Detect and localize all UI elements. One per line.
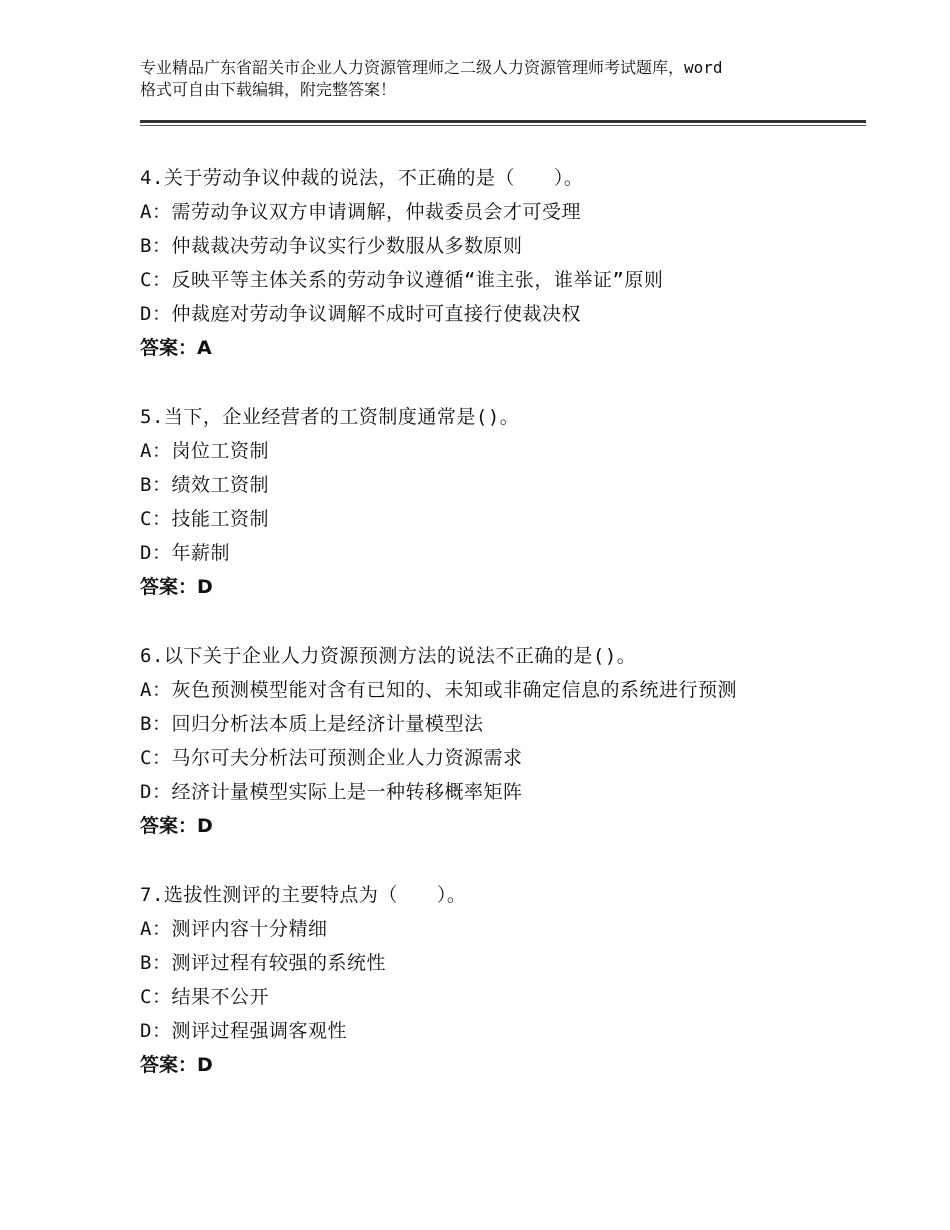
option-d: D：年薪制 bbox=[140, 542, 230, 564]
option-c: C：结果不公开 bbox=[140, 986, 269, 1008]
option-b: B：测评过程有较强的系统性 bbox=[140, 952, 386, 974]
question-stem: 4.关于劳动争议仲裁的说法，不正确的是（ ）。 bbox=[140, 167, 584, 189]
option-c: C：马尔可夫分析法可预测企业人力资源需求 bbox=[140, 747, 523, 769]
option-a: A：灰色预测模型能对含有已知的、未知或非确定信息的系统进行预测 bbox=[140, 679, 737, 701]
option-a: A：需劳动争议双方申请调解，仲裁委员会才可受理 bbox=[140, 201, 581, 223]
option-a: A：测评内容十分精细 bbox=[140, 918, 328, 940]
option-b: B：绩效工资制 bbox=[140, 474, 269, 496]
header-divider-thin bbox=[140, 125, 866, 126]
answer-label: 答案：D bbox=[140, 815, 213, 837]
document-header bbox=[140, 57, 840, 101]
option-a: A：岗位工资制 bbox=[140, 440, 269, 462]
option-d: D：测评过程强调客观性 bbox=[140, 1020, 347, 1042]
option-c: C：技能工资制 bbox=[140, 508, 269, 530]
option-c: C：反映平等主体关系的劳动争议遵循“谁主张，谁举证”原则 bbox=[140, 269, 664, 291]
option-b: B：仲裁裁决劳动争议实行少数服从多数原则 bbox=[140, 235, 523, 257]
question-stem: 5.当下，企业经营者的工资制度通常是()。 bbox=[140, 406, 520, 428]
header-line-1: 专业精品广东省韶关市企业人力资源管理师之二级人力资源管理师考试题库，word bbox=[140, 58, 723, 77]
answer-label: 答案：D bbox=[140, 1054, 213, 1076]
answer-label: 答案：D bbox=[140, 576, 213, 598]
option-b: B：回归分析法本质上是经济计量模型法 bbox=[140, 713, 484, 735]
question-6 bbox=[140, 639, 860, 878]
question-4 bbox=[140, 161, 860, 400]
question-stem: 7.选拔性测评的主要特点为（ ）。 bbox=[140, 884, 467, 906]
option-d: D：经济计量模型实际上是一种转移概率矩阵 bbox=[140, 781, 523, 803]
option-d: D：仲裁庭对劳动争议调解不成时可直接行使裁决权 bbox=[140, 303, 581, 325]
question-7 bbox=[140, 878, 860, 1117]
question-stem: 6.以下关于企业人力资源预测方法的说法不正确的是()。 bbox=[140, 645, 637, 667]
header-line-2: 格式可自由下载编辑，附完整答案！ bbox=[140, 80, 397, 99]
answer-label: 答案：A bbox=[140, 337, 212, 359]
header-divider-thick bbox=[140, 120, 866, 123]
question-list bbox=[140, 161, 860, 1117]
question-5 bbox=[140, 400, 860, 639]
